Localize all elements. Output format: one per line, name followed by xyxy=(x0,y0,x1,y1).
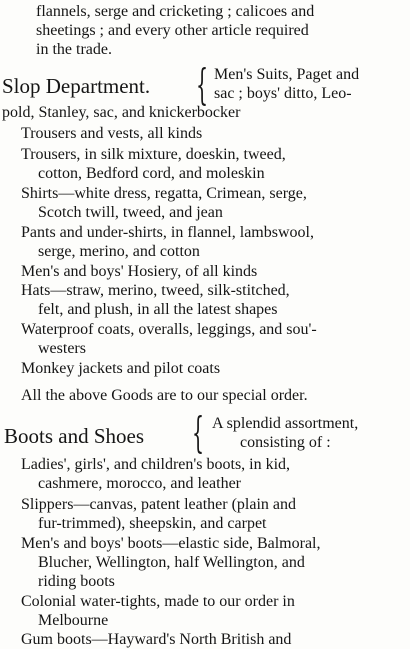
boots-brace-line: consisting of : xyxy=(240,434,331,451)
slop-item: westers xyxy=(38,340,86,357)
slop-item: Trousers, in silk mixture, doeskin, tweed, xyxy=(21,146,286,163)
slop-brace: { xyxy=(196,60,209,109)
boots-item: riding boots xyxy=(38,573,115,590)
slop-item: cotton, Bedford cord, and moleskin xyxy=(38,165,265,182)
boots-and-shoes-heading: Boots and Shoes xyxy=(4,424,145,448)
slop-brace-line: sac ; boys' ditto, Leo- xyxy=(214,85,352,102)
slop-item: Waterproof coats, overalls, leggings, and sou'- xyxy=(21,321,317,338)
boots-item: Ladies', girls', and children's boots, in kid, xyxy=(21,456,291,473)
boots-item: Colonial water-tights, made to our order in xyxy=(21,593,295,610)
slop-item: felt, and plush, in all the latest shapes xyxy=(38,301,278,318)
slop-item: Men's and boys' Hosiery, of all kinds xyxy=(21,263,258,280)
intro-line: sheetings ; and every other article required xyxy=(36,22,309,39)
boots-item: Gum boots—Hayward's North British and xyxy=(21,631,292,648)
boots-item: Blucher, Wellington, half Wellington, and xyxy=(38,554,305,571)
boots-item: Men's and boys' boots—elastic side, Balmoral, xyxy=(21,535,321,552)
slop-item: Trousers and vests, all kinds xyxy=(21,125,203,142)
slop-item: Scotch twill, tweed, and jean xyxy=(38,204,223,221)
slop-brace-line: Men's Suits, Paget and xyxy=(214,66,360,83)
boots-item: cashmere, morocco, and leather xyxy=(38,475,242,492)
slop-item: Pants and under-shirts, in flannel, lambswool, xyxy=(21,224,314,241)
boots-brace-line: A splendid assortment, xyxy=(212,415,359,432)
intro-line: in the trade. xyxy=(36,41,112,58)
slop-item: serge, merino, and cotton xyxy=(38,243,200,260)
slop-item: Hats—straw, merino, tweed, silk-stitched, xyxy=(21,282,290,299)
boots-brace: { xyxy=(192,408,205,457)
special-order-note: All the above Goods are to our special order. xyxy=(21,387,308,404)
boots-item: Melbourne xyxy=(38,612,109,629)
slop-continuation: pold, Stanley, sac, and knickerbocker xyxy=(2,104,241,121)
boots-item: fur-trimmed), sheepskin, and carpet xyxy=(38,515,267,532)
intro-line: flannels, serge and cricketing ; calicoes and xyxy=(36,3,315,20)
boots-item: Slippers—canvas, patent leather (plain and xyxy=(21,496,297,513)
slop-department-heading: Slop Department. xyxy=(2,74,151,98)
slop-item: Monkey jackets and pilot coats xyxy=(21,360,221,377)
slop-item: Shirts—white dress, regatta, Crimean, serge, xyxy=(21,185,307,202)
